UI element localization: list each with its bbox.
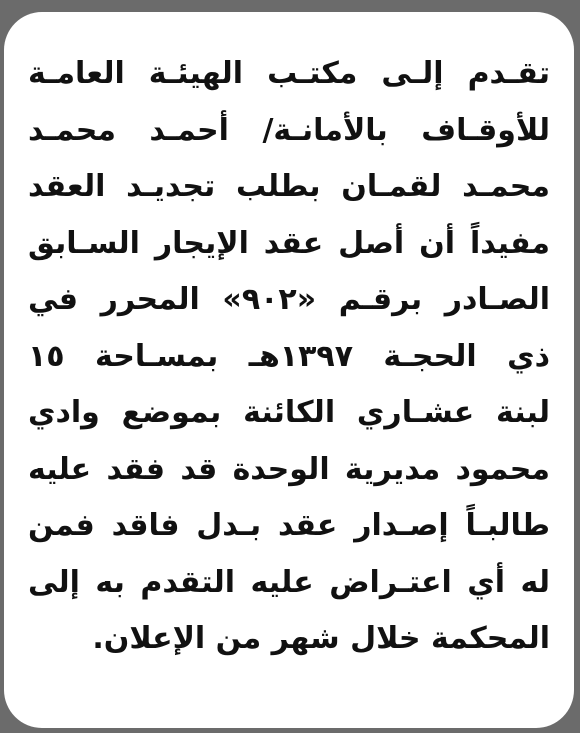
notice-line-10: له أي اعتـراض عليه التقدم به إلى [28, 564, 550, 600]
notice-line-4: مفيداً أن أصل عقد الإيجار السـابق [28, 225, 550, 261]
notice-line-5: الصـادر برقـم «٩٠٢» المحرر في [28, 282, 550, 317]
notice-text [28, 46, 550, 668]
notice-line-8: محمود مديرية الوحدة قد فقد عليه [28, 451, 550, 487]
notice-card [4, 12, 574, 728]
notice-line-11: المحكمة خلال شهر من الإعلان. [92, 621, 550, 656]
notice-line-2: للأوقـاف بالأمانـة/ أحمـد محمـد [28, 112, 550, 148]
notice-line-1: تقـدم إلـى مكتـب الهيئـة العامـة [28, 56, 550, 91]
notice-line-7: لبنة عشـاري الكائنة بموضع وادي [28, 395, 550, 430]
notice-line-6: ذي الحجـة ١٣٩٧هـ بمسـاحة ١٥ [28, 338, 550, 374]
notice-line-9: طالبـاً إصـدار عقد بـدل فاقد فمن [28, 508, 550, 543]
notice-line-3: محمـد لقمـان بطلب تجديـد العقد [28, 169, 550, 204]
